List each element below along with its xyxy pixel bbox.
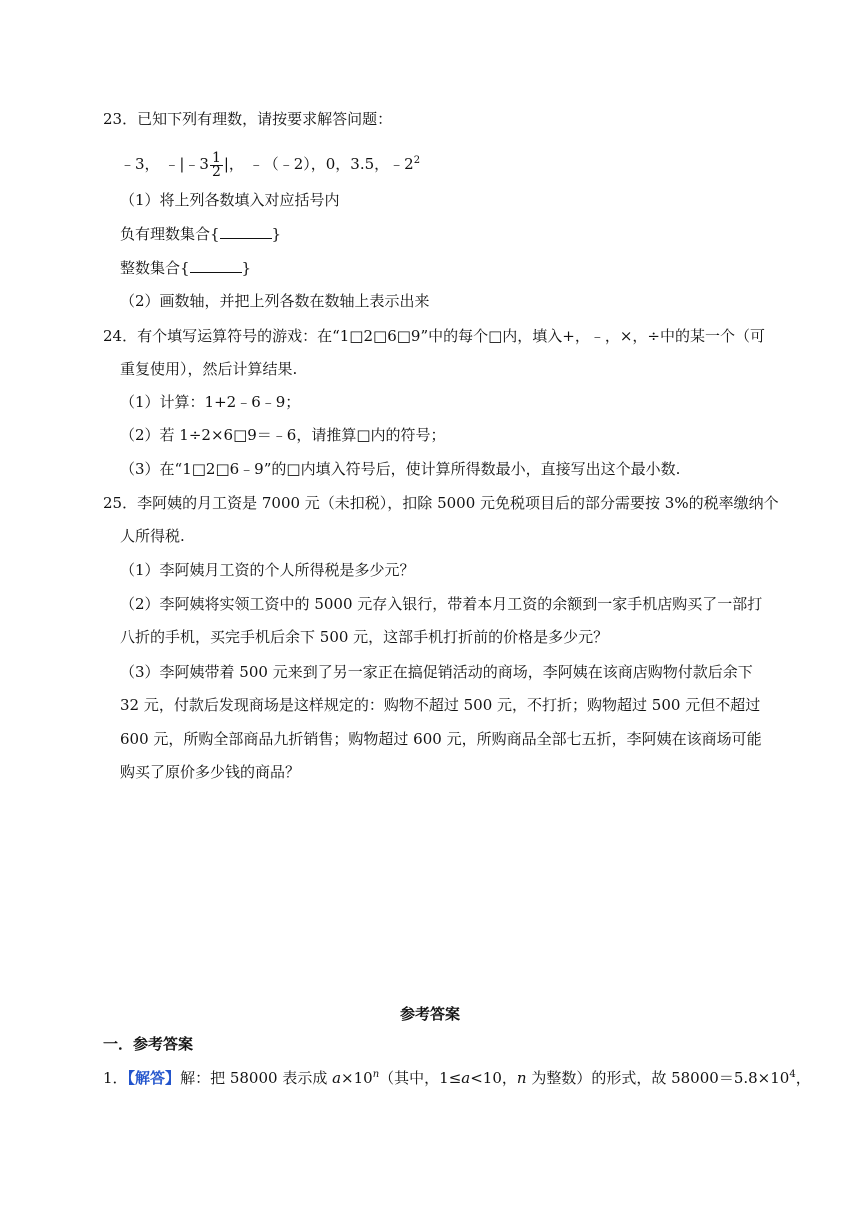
- q23-negative-set-blank: [220, 224, 272, 239]
- q23-num-b-prefix: ﹣|﹣3: [164, 155, 209, 173]
- answer-1-var-n2: n: [516, 1069, 527, 1087]
- q23-negative-set-label: 负有理数集合{: [120, 225, 220, 243]
- q23-integer-set: [120, 258, 251, 278]
- q23-stem: 23．已知下列有理数，请按要求解答问题：: [103, 110, 393, 128]
- q24-line2: 重复使用），然后计算结果.: [120, 360, 298, 378]
- answer-1-var-a2: a: [461, 1069, 471, 1087]
- q25-line1: 25．李阿姨的月工资是 7000 元（未扣税），扣除 5000 元免税项目后的部分需要按 3%的税率缴纳个: [103, 494, 779, 512]
- answer-1-text-4: <10，: [470, 1069, 517, 1087]
- q25-part1: （1）李阿姨月工资的个人所得税是多少元？: [120, 561, 415, 579]
- q23-num-b-suffix: |，: [223, 155, 244, 173]
- q23-num-c-exp: 2: [413, 155, 421, 166]
- q23-integer-set-blank: [190, 258, 242, 273]
- q23-part2: （2）画数轴，并把上列各数在数轴上表示出来: [120, 292, 430, 310]
- q25-part3-line3: 600 元，所购全部商品九折销售；购物超过 600 元，所购商品全部七五折，李阿姨在该商场可能: [120, 730, 762, 748]
- q25-line2: 人所得税.: [120, 527, 185, 545]
- q23-num-a: ﹣3，: [120, 155, 160, 173]
- q25-part3-line2: 32 元，付款后发现商场是这样规定的：购物不超过 500 元，不打折；购物超过 500 元但不超过: [120, 696, 761, 714]
- q25-part3-line1: （3）李阿姨带着 500 元来到了另一家正在搞促销活动的商场，李阿姨在该商店购物付款后余下: [120, 663, 753, 681]
- q25-part2-line2: 八折的手机，买完手机后余下 500 元，这部手机打折前的价格是多少元？: [120, 628, 609, 646]
- answer-1-text-1: 解：把 58000 表示成: [180, 1069, 333, 1087]
- q24-line1: 24．有个填写运算符号的游戏：在“1□2□6□9”中的每个□内，填入+，﹣，×，÷中的某一个（可: [103, 327, 765, 345]
- q24-part1: （1）计算：1+2﹣6﹣9；: [120, 393, 301, 411]
- answer-1-text-5: 为整数）的形式，故 58000＝5.8×10: [526, 1069, 790, 1087]
- q23-frac-den: 2: [211, 163, 221, 180]
- q23-negative-set: [120, 224, 281, 244]
- q23-fraction: [210, 149, 223, 180]
- answer-1-number: 1．: [103, 1069, 128, 1087]
- q23-integer-set-label: 整数集合{: [120, 259, 190, 277]
- answer-1-exp-n: n: [372, 1069, 380, 1080]
- answer-1-text-6: ，: [795, 1069, 811, 1087]
- answer-1-var-a: a: [332, 1069, 342, 1087]
- answer-1-text-3: （其中，1≤: [379, 1069, 462, 1087]
- answer-1: [103, 1068, 811, 1088]
- q23-frac-num: 1: [211, 149, 221, 166]
- q23-number-list: [120, 150, 420, 179]
- answer-1-tag: 【解答】: [127, 1069, 181, 1087]
- q24-part2: （2）若 1÷2×6□9＝﹣6，请推算□内的符号；: [120, 426, 446, 444]
- q23-part1: （1）将上列各数填入对应括号内: [120, 191, 340, 209]
- answer-1-exp-4: 4: [789, 1069, 796, 1080]
- q23-integer-set-close: }: [241, 259, 252, 277]
- answer-1-text-2: ×10: [341, 1069, 373, 1087]
- q25-part2-line1: （2）李阿姨将实领工资中的 5000 元存入银行，带着本月工资的余额到一家手机店购买了一部打: [120, 595, 763, 613]
- answers-title: 参考答案: [399, 1005, 460, 1023]
- q23-negative-set-close: }: [271, 225, 282, 243]
- answers-section-heading: 一．参考答案: [103, 1035, 194, 1053]
- q24-part3: （3）在“1□2□6﹣9”的□内填入符号后，使计算所得数最小，直接写出这个最小数.: [120, 460, 681, 478]
- q23-num-c: ﹣（﹣2），0，3.5，﹣2: [248, 155, 414, 173]
- q25-part3-line4: 购买了原价多少钱的商品？: [120, 763, 301, 781]
